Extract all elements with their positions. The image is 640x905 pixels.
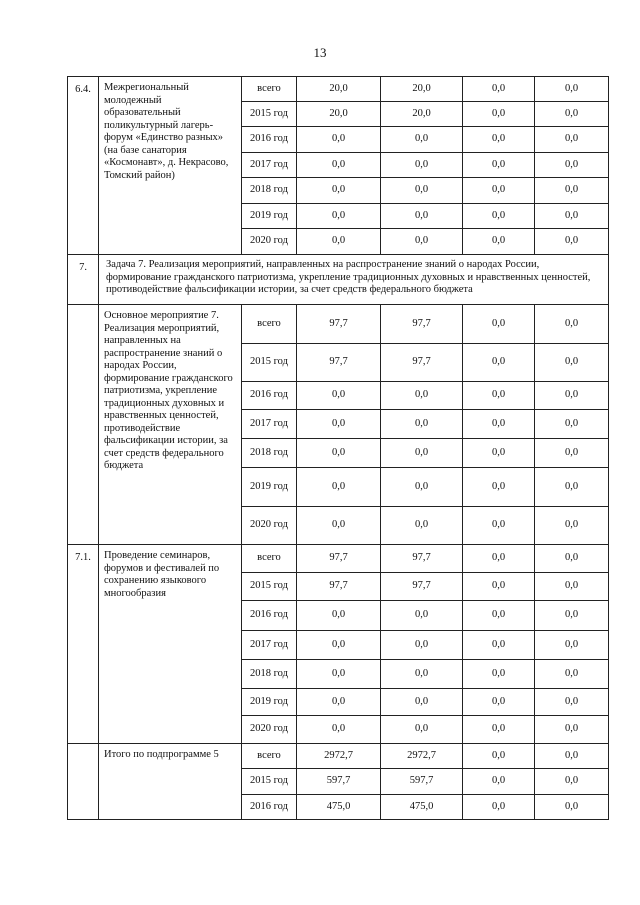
period-cell: всего	[242, 744, 297, 769]
value-cell: 0,0	[381, 468, 463, 507]
period-cell: 2018 год	[242, 178, 297, 204]
value-cell: 0,0	[381, 716, 463, 744]
value-cell: 0,0	[381, 153, 463, 178]
period-cell: 2017 год	[242, 153, 297, 178]
value-cell: 0,0	[535, 439, 609, 468]
value-cell: 0,0	[463, 204, 535, 229]
value-cell: 0,0	[535, 507, 609, 545]
value-cell: 0,0	[463, 573, 535, 601]
value-cell: 0,0	[535, 744, 609, 769]
value-cell: 0,0	[297, 127, 381, 153]
item-name: Проведение семинаров, форумов и фестивалей по сохранению языкового многообразия	[99, 545, 242, 744]
value-cell: 97,7	[297, 305, 381, 344]
task-text: Задача 7. Реализация мероприятий, направленных на распространение знаний о народах России, формирование гражданского патриотизма, укрепление традиционных духовных и нравственных ценностей, противодействие фальсификации истории, за счет средств федерального бюджета	[99, 255, 609, 305]
value-cell: 0,0	[463, 178, 535, 204]
period-cell: всего	[242, 305, 297, 344]
value-cell: 0,0	[535, 178, 609, 204]
value-cell: 0,0	[381, 507, 463, 545]
value-cell: 0,0	[535, 204, 609, 229]
value-cell: 0,0	[535, 769, 609, 795]
value-cell: 0,0	[297, 439, 381, 468]
value-cell: 0,0	[535, 382, 609, 410]
value-cell: 0,0	[463, 769, 535, 795]
period-cell: всего	[242, 77, 297, 102]
value-cell: 0,0	[463, 102, 535, 127]
value-cell: 597,7	[381, 769, 463, 795]
period-cell: 2015 год	[242, 769, 297, 795]
value-cell: 0,0	[535, 716, 609, 744]
value-cell: 0,0	[463, 716, 535, 744]
value-cell: 0,0	[297, 410, 381, 439]
value-cell: 0,0	[381, 660, 463, 689]
value-cell: 0,0	[463, 468, 535, 507]
value-cell: 0,0	[463, 153, 535, 178]
item-number: 7.1.	[68, 545, 99, 744]
value-cell: 0,0	[535, 545, 609, 573]
value-cell: 0,0	[535, 689, 609, 716]
period-cell: всего	[242, 545, 297, 573]
budget-table	[67, 76, 609, 820]
value-cell: 475,0	[381, 795, 463, 820]
period-cell: 2019 год	[242, 689, 297, 716]
value-cell: 2972,7	[297, 744, 381, 769]
period-cell: 2018 год	[242, 660, 297, 689]
period-cell: 2019 год	[242, 204, 297, 229]
value-cell: 0,0	[463, 795, 535, 820]
value-cell: 0,0	[463, 77, 535, 102]
value-cell: 0,0	[463, 744, 535, 769]
period-cell: 2015 год	[242, 344, 297, 382]
value-cell: 475,0	[297, 795, 381, 820]
value-cell: 0,0	[297, 229, 381, 255]
period-cell: 2016 год	[242, 382, 297, 410]
value-cell: 0,0	[297, 507, 381, 545]
value-cell: 0,0	[535, 631, 609, 660]
value-cell: 0,0	[535, 660, 609, 689]
value-cell: 0,0	[535, 127, 609, 153]
period-cell: 2020 год	[242, 716, 297, 744]
value-cell: 0,0	[535, 229, 609, 255]
item-name: Основное мероприятие 7. Реализация мероприятий, направленных на распространение знаний о народах России, формирование гражданского патриотизма, укрепление традиционных духовных и нравственных ценностей, противодействие фальсификации истории, за счет средств федерального бюджета	[99, 305, 242, 545]
value-cell: 97,7	[297, 573, 381, 601]
value-cell: 0,0	[463, 127, 535, 153]
value-cell: 0,0	[463, 410, 535, 439]
value-cell: 0,0	[463, 601, 535, 631]
value-cell: 0,0	[297, 153, 381, 178]
period-cell: 2020 год	[242, 507, 297, 545]
value-cell: 20,0	[381, 102, 463, 127]
period-cell: 2015 год	[242, 573, 297, 601]
table-row	[68, 77, 609, 102]
value-cell: 0,0	[535, 410, 609, 439]
value-cell: 0,0	[297, 689, 381, 716]
period-cell: 2019 год	[242, 468, 297, 507]
value-cell: 0,0	[463, 229, 535, 255]
value-cell: 0,0	[381, 127, 463, 153]
value-cell: 0,0	[297, 631, 381, 660]
value-cell: 0,0	[297, 382, 381, 410]
value-cell: 0,0	[381, 631, 463, 660]
value-cell: 97,7	[381, 344, 463, 382]
item-number: 6.4.	[68, 77, 99, 255]
value-cell: 0,0	[463, 507, 535, 545]
value-cell: 0,0	[381, 382, 463, 410]
value-cell: 0,0	[297, 204, 381, 229]
value-cell: 2972,7	[381, 744, 463, 769]
value-cell: 0,0	[463, 660, 535, 689]
period-cell: 2017 год	[242, 410, 297, 439]
value-cell: 20,0	[381, 77, 463, 102]
item-name: Итого по подпрограмме 5	[99, 744, 242, 820]
value-cell: 97,7	[381, 305, 463, 344]
value-cell: 0,0	[381, 410, 463, 439]
value-cell: 20,0	[297, 77, 381, 102]
value-cell: 0,0	[463, 305, 535, 344]
value-cell: 0,0	[463, 545, 535, 573]
value-cell: 0,0	[463, 631, 535, 660]
period-cell: 2018 год	[242, 439, 297, 468]
value-cell: 97,7	[297, 545, 381, 573]
value-cell: 0,0	[297, 601, 381, 631]
value-cell: 0,0	[381, 601, 463, 631]
value-cell: 0,0	[535, 601, 609, 631]
value-cell: 0,0	[535, 344, 609, 382]
value-cell: 0,0	[297, 716, 381, 744]
table-row	[68, 744, 609, 769]
value-cell: 0,0	[463, 382, 535, 410]
value-cell: 20,0	[297, 102, 381, 127]
value-cell: 0,0	[463, 689, 535, 716]
table-row	[68, 305, 609, 344]
value-cell: 0,0	[535, 573, 609, 601]
item-number	[68, 744, 99, 820]
value-cell: 0,0	[297, 660, 381, 689]
value-cell: 0,0	[297, 178, 381, 204]
period-cell: 2016 год	[242, 601, 297, 631]
value-cell: 0,0	[381, 178, 463, 204]
value-cell: 0,0	[535, 153, 609, 178]
item-number	[68, 305, 99, 545]
period-cell: 2020 год	[242, 229, 297, 255]
value-cell: 0,0	[535, 77, 609, 102]
table-row	[68, 545, 609, 573]
value-cell: 0,0	[381, 439, 463, 468]
value-cell: 0,0	[463, 439, 535, 468]
value-cell: 0,0	[463, 344, 535, 382]
period-cell: 2016 год	[242, 795, 297, 820]
value-cell: 0,0	[535, 468, 609, 507]
period-cell: 2015 год	[242, 102, 297, 127]
task-row	[68, 255, 609, 305]
value-cell: 0,0	[381, 689, 463, 716]
value-cell: 97,7	[381, 545, 463, 573]
value-cell: 0,0	[535, 795, 609, 820]
value-cell: 0,0	[297, 468, 381, 507]
value-cell: 0,0	[535, 102, 609, 127]
value-cell: 0,0	[535, 305, 609, 344]
value-cell: 97,7	[297, 344, 381, 382]
item-name: Межрегиональный молодежный образовательный поликультурный лагерь-форум «Единство разных» (на базе санатория «Космонавт», д. Некрасово, Томский район)	[99, 77, 242, 255]
value-cell: 0,0	[381, 204, 463, 229]
value-cell: 597,7	[297, 769, 381, 795]
page-number: 13	[313, 45, 327, 60]
task-number: 7.	[68, 255, 99, 305]
period-cell: 2016 год	[242, 127, 297, 153]
period-cell: 2017 год	[242, 631, 297, 660]
value-cell: 0,0	[381, 229, 463, 255]
value-cell: 97,7	[381, 573, 463, 601]
